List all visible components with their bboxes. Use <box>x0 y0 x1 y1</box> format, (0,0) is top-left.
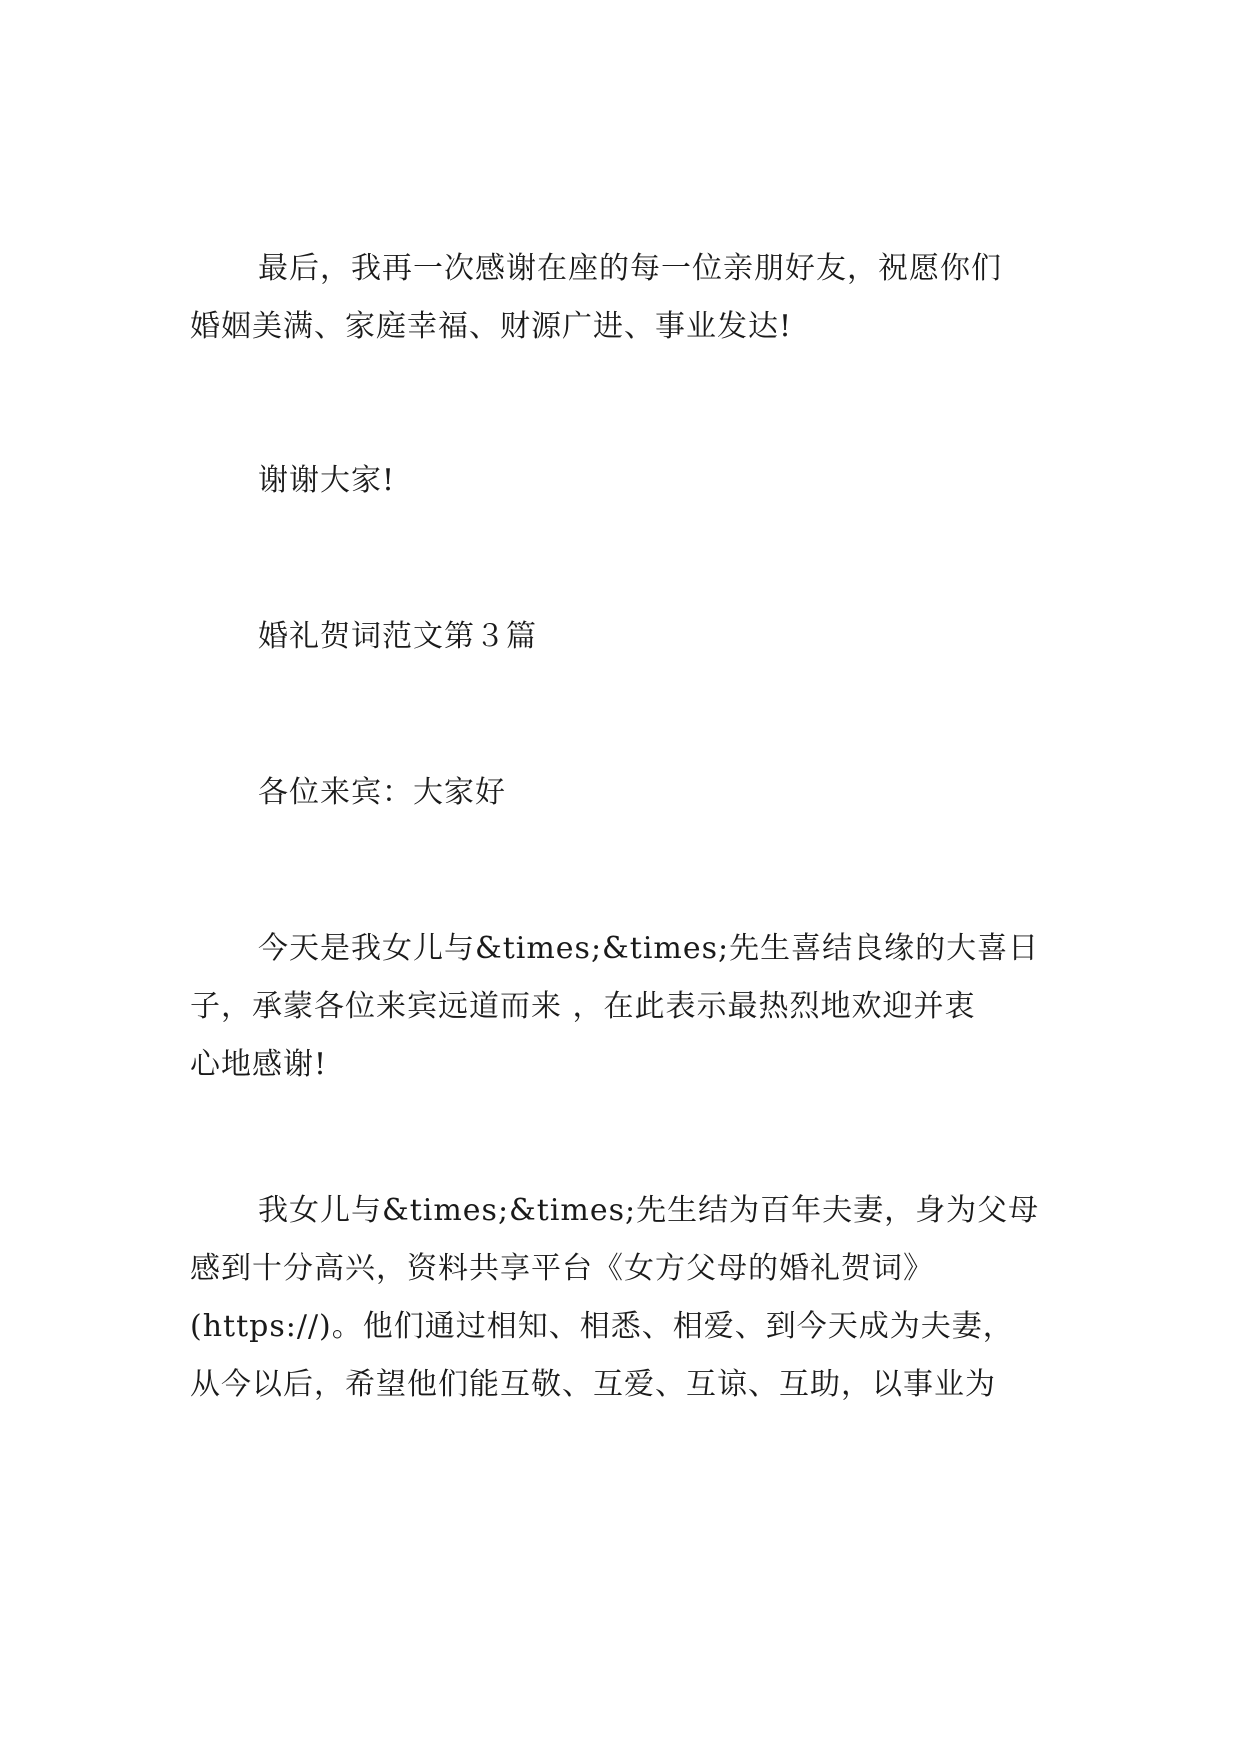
paragraph-heading <box>190 608 1050 666</box>
text-line: 最后，我再一次感谢在座的每一位亲朋好友，祝愿你们 <box>258 251 1002 286</box>
text-line: (https://)。他们通过相知、相悉、相爱、到今天成为夫妻， <box>190 1309 1014 1344</box>
text-line: 婚姻美满、家庭幸福、财源广进、事业发达! <box>190 309 793 344</box>
paragraph-blessing <box>190 1182 1050 1414</box>
paragraph-closing-wish <box>190 240 1050 356</box>
paragraph-thanks <box>190 452 1050 510</box>
section-heading: 婚礼贺词范文第３篇 <box>258 619 537 654</box>
text-line: 我女儿与&times;&times;先生结为百年夫妻，身为父母 <box>258 1193 1040 1228</box>
text-line: 今天是我女儿与&times;&times;先生喜结良缘的大喜日 <box>258 931 1040 966</box>
text-line: 感到十分高兴，资料共享平台《女方父母的婚礼贺词》 <box>190 1251 934 1286</box>
paragraph-welcome <box>190 920 1050 1094</box>
text-line: 各位来宾：大家好 <box>258 775 506 810</box>
text-line: 谢谢大家! <box>258 463 396 498</box>
paragraph-greeting <box>190 764 1050 822</box>
text-line: 心地感谢! <box>190 1047 328 1082</box>
text-line: 子，承蒙各位来宾远道而来 ，在此表示最热烈地欢迎并衷 <box>190 989 976 1024</box>
text-line: 从今以后，希望他们能互敬、互爱、互谅、互助，以事业为 <box>190 1367 996 1402</box>
